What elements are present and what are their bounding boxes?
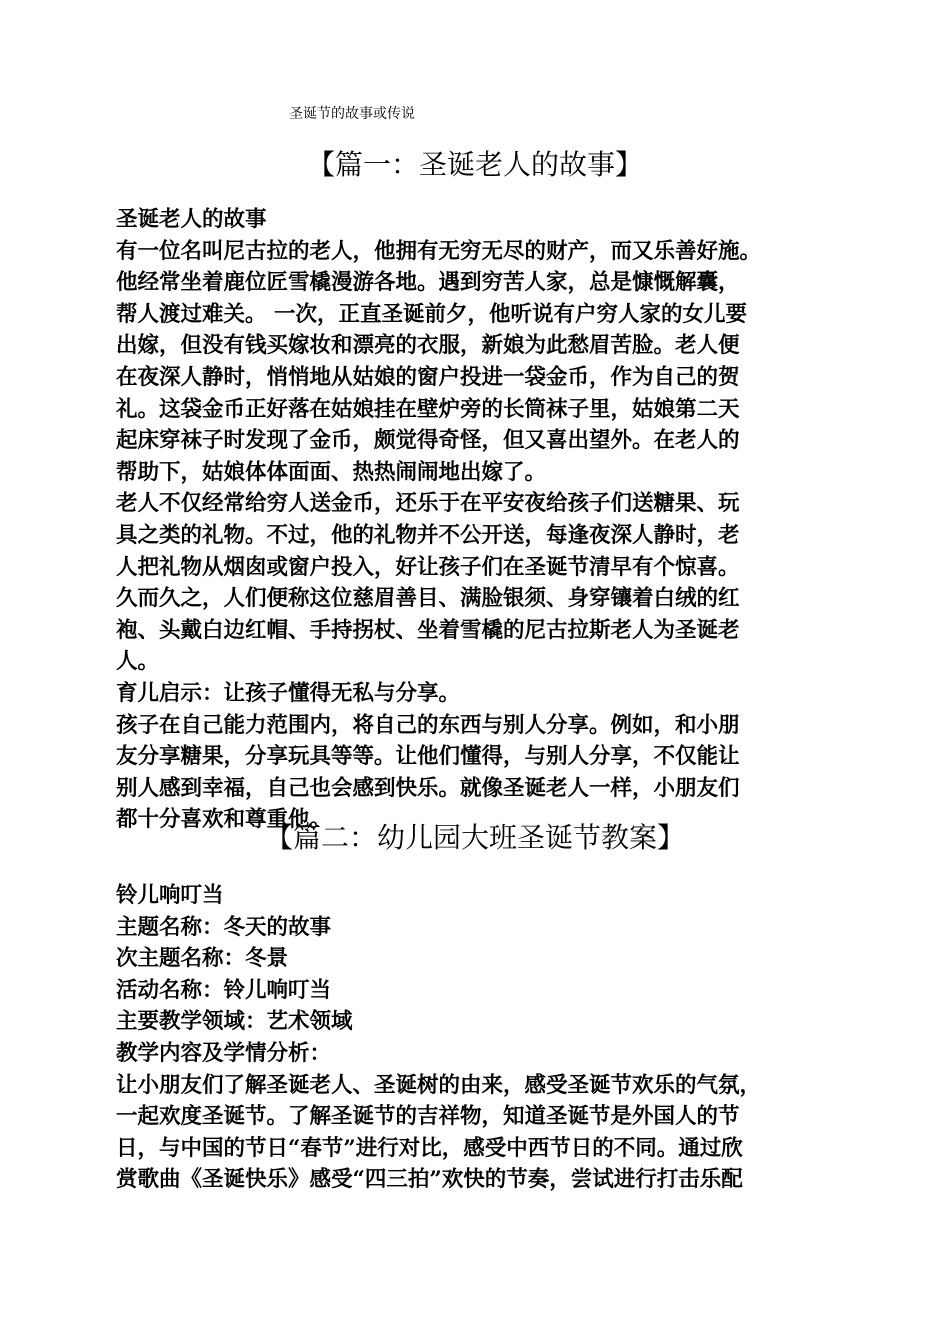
text-line: 让小朋友们了解圣诞老人、圣诞树的由来，感受圣诞节欢乐的气氛， xyxy=(116,1072,762,1098)
text-line: 次主题名称：冬景 xyxy=(116,946,289,972)
text-line: 帮助下，姑娘体体面面、热热闹闹地出嫁了。 xyxy=(116,459,547,485)
text-line: 人。 xyxy=(116,649,160,675)
text-line: 有一位名叫尼古拉的老人，他拥有无穷无尽的财产，而又乐善好施。 xyxy=(116,238,762,264)
text-line: 教学内容及学情分析： xyxy=(116,1041,332,1066)
text-line: 具之类的礼物。不过，他的礼物并不公开送，每逢夜深人静时，老 xyxy=(116,523,740,548)
text-line: 日，与中国的节日“春节”进行对比，感受中西节日的不同。通过欣 xyxy=(116,1135,743,1161)
text-line: 老人不仅经常给穷人送金币，还乐于在平安夜给孩子们送糖果、玩 xyxy=(116,491,740,517)
text-line: 出嫁，但没有钱买嫁妆和漂亮的衣服，新娘为此愁眉苦脸。老人便 xyxy=(116,333,740,359)
text-line: 活动名称：铃儿响叮当 xyxy=(116,977,332,1003)
section-heading: 【篇二：幼儿园大班圣诞节教案】 xyxy=(264,821,685,854)
text-line: 久而久之，人们便称这位慈眉善目、满脸银须、身穿镶着白绒的红 xyxy=(116,586,740,612)
text-line: 主要教学领域：艺术领域 xyxy=(116,1009,353,1035)
text-line: 都十分喜欢和尊重他。 xyxy=(116,807,332,833)
text-line: 人把礼物从烟囱或窗户投入，好让孩子们在圣诞节清早有个惊喜。 xyxy=(116,554,740,580)
text-line: 圣诞老人的故事 xyxy=(116,207,267,232)
text-line: 他经常坐着鹿位匠雪橇漫游各地。遇到穷苦人家，总是慷慨解囊， xyxy=(116,270,740,296)
text-line: 孩子在自己能力范围内，将自己的东西与别人分享。例如，和小朋 xyxy=(116,712,740,738)
text-line: 别人感到幸福，自己也会感到快乐。就像圣诞老人一样，小朋友们 xyxy=(116,775,740,801)
text-line: 起床穿袜子时发现了金币，颇觉得奇怪，但又喜出望外。在老人的 xyxy=(116,428,740,454)
text-line: 铃儿响叮当 xyxy=(116,883,224,908)
text-line: 袍、头戴白边红帽、手持拐杖、坐着雪橇的尼古拉斯老人为圣诞老 xyxy=(116,617,740,643)
text-line: 主题名称：冬天的故事 xyxy=(116,914,332,940)
text-line: 育儿启示：让孩子懂得无私与分享。 xyxy=(116,681,461,706)
text-line: 友分享糖果，分享玩具等等。让他们懂得，与别人分享，不仅能让 xyxy=(116,744,740,770)
text-line: 一起欢度圣诞节。了解圣诞节的吉祥物，知道圣诞节是外国人的节 xyxy=(116,1104,740,1130)
section-heading: 【篇一：圣诞老人的故事】 xyxy=(306,148,643,181)
text-line: 帮人渡过难关。 一次，正直圣诞前夕，他听说有户穷人家的女儿要 xyxy=(116,301,747,327)
text-line: 赏歌曲《圣诞快乐》感受“四三拍”欢快的节奏，尝试进行打击乐配 xyxy=(116,1167,743,1193)
document-title: 圣诞节的故事或传说 xyxy=(289,106,415,122)
text-line: 在夜深人静时，悄悄地从姑娘的窗户投进一袋金币，作为自己的贺 xyxy=(116,365,740,390)
text-line: 礼。这袋金币正好落在姑娘挂在壁炉旁的长筒袜子里，姑娘第二天 xyxy=(116,396,740,422)
